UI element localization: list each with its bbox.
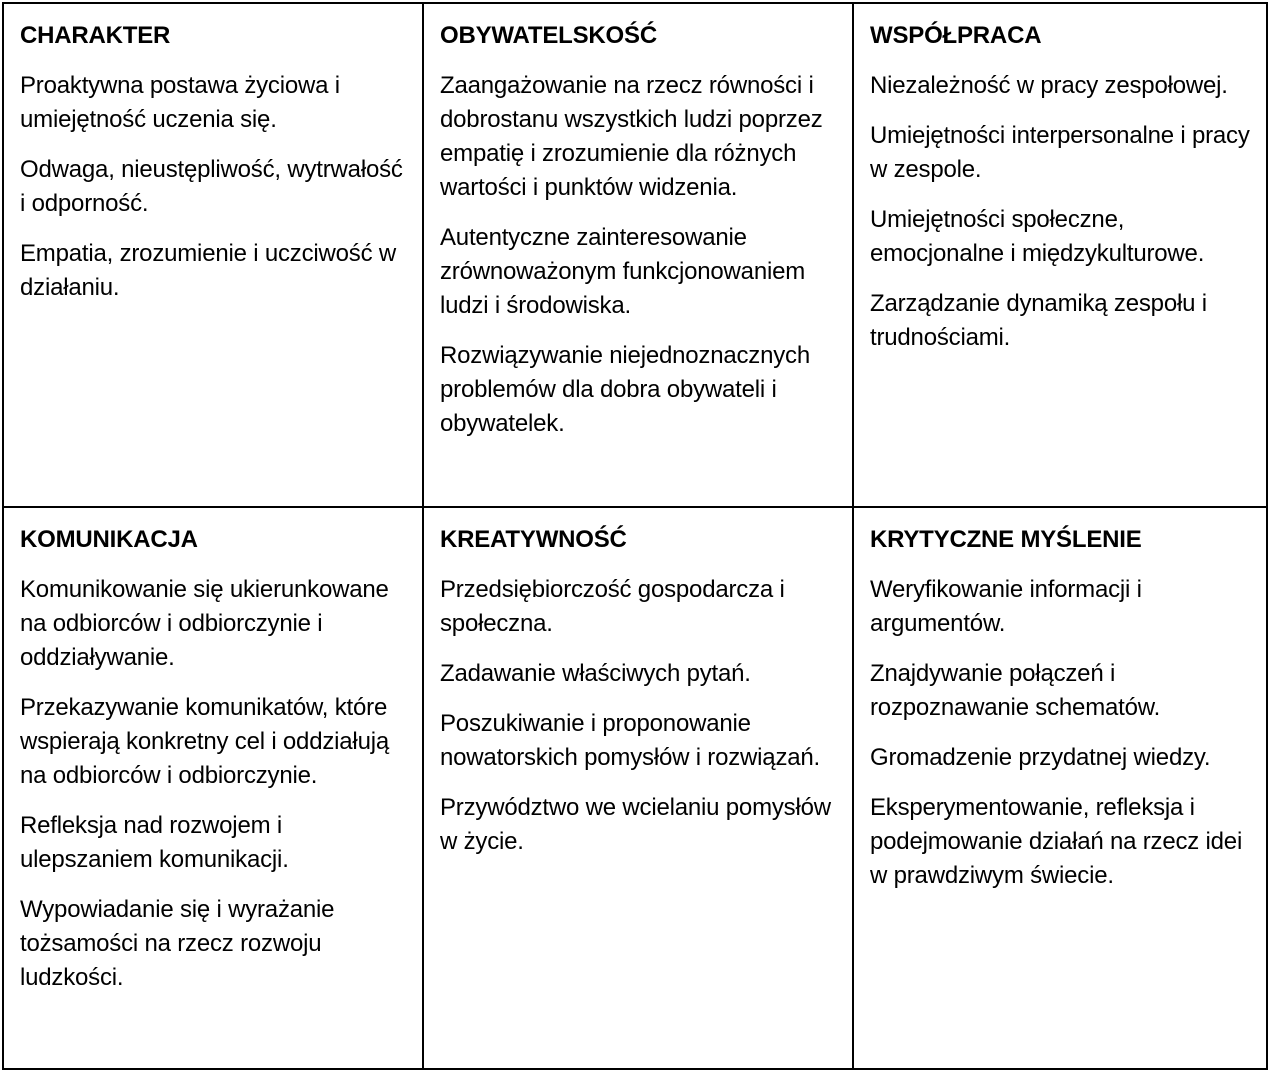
cell-items (440, 573, 838, 859)
cell-title: WSPÓŁPRACA (870, 22, 1042, 49)
cell-charakter (4, 4, 424, 508)
cell-item: Eksperymentowanie, refleksja i podejmowanie działań na rzecz idei w prawdziwym świecie. (870, 794, 1243, 889)
cell-krytyczne-myslenie (854, 508, 1266, 1068)
competencies-table (2, 2, 1268, 1070)
cell-items (870, 573, 1252, 893)
cell-item: Przedsiębiorczość gospodarcza i społeczna. (440, 576, 785, 637)
cell-item: Rozwiązywanie niejednoznacznych problemów dla dobra obywateli i obywatelek. (440, 342, 811, 437)
cell-item: Autentyczne zainteresowanie zrównoważonym funkcjonowaniem ludzi i środowiska. (440, 224, 806, 319)
cell-item: Niezależność w pracy zespołowej. (870, 72, 1228, 99)
cell-item: Przywództwo we wcielaniu pomysłów w życie. (440, 794, 831, 855)
cell-item: Odwaga, nieustępliwość, wytrwałość i odporność. (20, 156, 403, 217)
cell-item: Poszukiwanie i proponowanie nowatorskich pomysłów i rozwiązań. (440, 710, 821, 771)
cell-item: Zarządzanie dynamiką zespołu i trudnościami. (870, 290, 1207, 351)
cell-title: CHARAKTER (20, 22, 171, 49)
cell-item: Proaktywna postawa życiowa i umiejętność uczenia się. (20, 72, 340, 133)
cell-item: Wypowiadanie się i wyrażanie tożsamości na rzecz rozwoju ludzkości. (20, 896, 335, 991)
cell-item: Umiejętności interpersonalne i pracy w zespole. (870, 122, 1250, 183)
cell-kreatywnosc (424, 508, 854, 1068)
cell-item: Gromadzenie przydatnej wiedzy. (870, 744, 1211, 771)
cell-item: Przekazywanie komunikatów, które wspierają konkretny cel i oddziałują na odbiorców i odbiorczynie. (20, 694, 389, 789)
cell-title: KRYTYCZNE MYŚLENIE (870, 526, 1142, 553)
cell-item: Empatia, zrozumienie i uczciwość w działaniu. (20, 240, 396, 301)
cell-item: Znajdywanie połączeń i rozpoznawanie schematów. (870, 660, 1161, 721)
cell-item: Komunikowanie się ukierunkowane na odbiorców i odbiorczynie i oddziaływanie. (20, 576, 389, 671)
cell-item: Zaangażowanie na rzecz równości i dobrostanu wszystkich ludzi poprzez empatię i zrozumienie dla różnych wartości i punktów widzenia. (440, 72, 823, 201)
cell-title: OBYWATELSKOŚĆ (440, 22, 657, 49)
cell-item: Weryfikowanie informacji i argumentów. (870, 576, 1142, 637)
cell-title: KREATYWNOŚĆ (440, 526, 627, 553)
cell-wspolpraca (854, 4, 1266, 508)
cell-items (440, 69, 838, 441)
cell-items (20, 573, 408, 995)
cell-obywatelskosc (424, 4, 854, 508)
cell-item: Umiejętności społeczne, emocjonalne i międzykulturowe. (870, 206, 1205, 267)
cell-items (20, 69, 408, 305)
cell-komunikacja (4, 508, 424, 1068)
cell-title: KOMUNIKACJA (20, 526, 198, 553)
cell-item: Zadawanie właściwych pytań. (440, 660, 751, 687)
cell-item: Refleksja nad rozwojem i ulepszaniem komunikacji. (20, 812, 289, 873)
cell-items (870, 69, 1252, 355)
